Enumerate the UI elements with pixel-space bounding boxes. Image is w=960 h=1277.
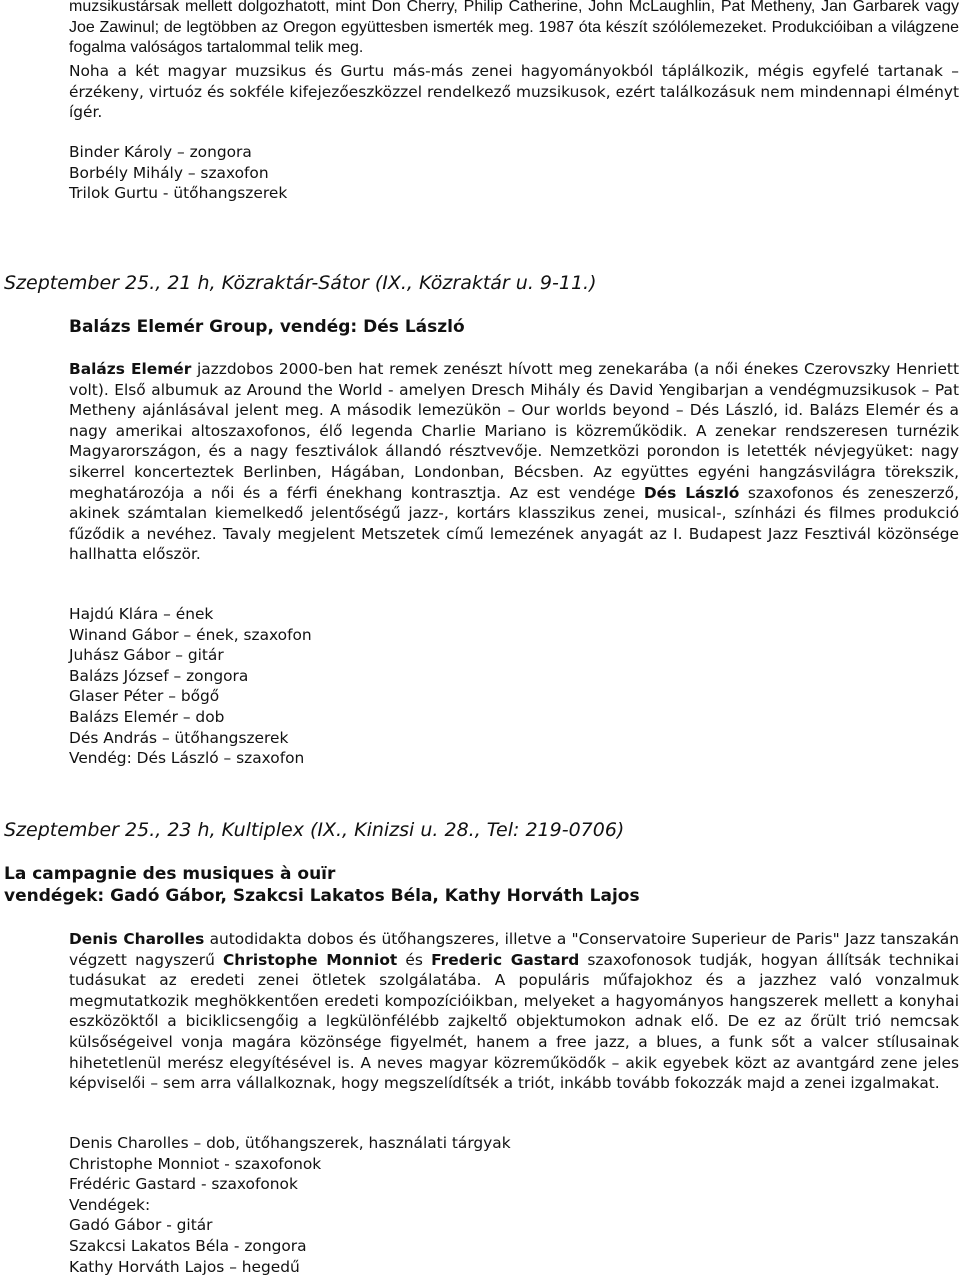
event-description-balazs [69, 359, 959, 565]
desc-text: szaxofonos és zeneszerző, akinek számtalan kiemelkedő jelentőségű jazz-, kortárs klasszikus zenei, musical-, színházi és filmes produkció fűződik a nevéhez. Tavaly megjelent Metszetek című lemezének anyagát az I. Budapest Jazz Fesztivál közönsége hallhatta először. [69, 483, 959, 564]
name-bold: Balázs Elemér [69, 360, 192, 378]
lineup-item: Borbély Mihály – szaxofon [69, 163, 269, 182]
lineup-item: Hajdú Klára – ének [69, 605, 214, 623]
lineup-item: Balázs József – zongora [69, 666, 249, 685]
name-bold: Denis Charolles [69, 930, 205, 948]
lineup-item: Trilok Gurtu - ütőhangszerek [69, 184, 288, 203]
lineup-item: Szakcsi Lakatos Béla - zongora [69, 1236, 307, 1255]
lineup-item: Balázs Elemér – dob [69, 707, 225, 726]
name-bold: Frederic Gastard [431, 950, 580, 969]
lineup-item: Glaser Péter – bőgő [69, 687, 220, 706]
name-bold: Christophe Monniot [223, 950, 398, 969]
lineup-item: Gadó Gábor - gitár [69, 1216, 213, 1235]
lineup-item: Binder Károly – zongora [69, 143, 252, 161]
lineup-balazs [69, 604, 312, 769]
event-title-kultiplex [4, 863, 640, 907]
event-title-line: La campagnie des musiques à ouïr [4, 864, 336, 884]
desc-text: szaxofonosok tudják, hogyan állítsák technikai tudásukat az eredeti zenei ötletek szolgálatába. A populáris műfajokhoz és a jazzhez való vonzalmuk megmutatkozik meghökkentően eredeti kompozícióikban, melyeket a hagyományos hangszerek mellett a konyhai eszközöktől a biciklicsengőig a legkülönfélébb zajkeltő objektumokon adnak elő. De ez az őrült trió nemcsak külsőségeivel vonja magára közönsége figyelmét, hanem a free jazz, a blues, a funk sőt a valcer stílusainak hihetetlenül merész elegyítésével is. A neves magyar közreműködők – akik egyebek közt az avantgárd zene jeles képviselői – sem arra vállalkoznak, hogy megszelídítsék a triót, inkább tovább fokozzák majd a zenei izgalmakat. [69, 950, 960, 1093]
event-title-line: vendégek: Gadó Gábor, Szakcsi Lakatos Béla, Kathy Horváth Lajos [4, 886, 640, 906]
desc-text: jazzdobos 2000-ben hat remek zenészt hívott meg zenekarába (a női énekes Czerovszky Henriett volt). Első albumuk az Around the World - amelyen Dresch Mihály és David Yengibarjan a vendégmuzsikusok – Pat Metheny ajánlásával jelent meg. A második lemezükön – Our worlds beyond – Dés László, id. Balázs Elemér és a nagy amerikai altoszaxofonos, élő legenda Charlie Mariano is közreműködik. A zenekar rendszeresen turnézik Magyarországon, és a nagy fesztiválok állandó résztvevője. Nemzetközi porondon is letették névjegyüket: nagy sikerrel koncerteztek Berlinben, Hágában, Londonban, Bécsben. Az együttes egyéni hangzásvilágra törekszik, meghatározója a női és a férfi énekhang kontrasztja. Az est vendége [69, 360, 959, 502]
lineup-item: Juhász Gábor – gitár [69, 646, 224, 665]
lineup-item: Christophe Monniot - szaxofonok [69, 1154, 322, 1173]
event-heading-balazs: Szeptember 25., 21 h, Közraktár-Sátor (IX., Közraktár u. 9-11.) [4, 272, 597, 294]
lineup-item: Frédéric Gastard - szaxofonok [69, 1175, 298, 1194]
event-title-balazs: Balázs Elemér Group, vendég: Dés László [69, 317, 465, 337]
event-description-kultiplex [69, 929, 959, 1094]
lineup-item: Vendég: Dés László – szaxofon [69, 749, 305, 768]
lineup-item: Winand Gábor – ének, szaxofon [69, 625, 312, 644]
name-bold: Dés László [643, 483, 740, 502]
event-heading-kultiplex: Szeptember 25., 23 h, Kultiplex (IX., Kinizsi u. 28., Tel: 219-0706) [4, 819, 625, 841]
lineup-item: Dés András – ütőhangszerek [69, 728, 289, 747]
noha-paragraph: Noha a két magyar muzsikus és Gurtu más-más zenei hagyományokból táplálkozik, mégis egyfelé tartanak – érzékeny, virtuóz és sokféle kifejezőeszközzel rendelkező muzsikusok, ezért találkozásuk nem mindennapi élményt ígér. [69, 62, 959, 122]
lineup-item: Vendégek: [69, 1195, 151, 1214]
desc-text: autodidakta dobos és ütőhangszeres, illetve a "Conservatoire Superieur de Paris" Jazz tanszakán végzett nagyszerű [69, 930, 959, 969]
intro-paragraph: muzsikustársak mellett dolgozhatott, mint Don Cherry, Philip Catherine, John McLaughlin, Pat Metheny, Jan Garbarek vagy Joe Zawinul; de legtöbben az Oregon együttesben ismerték meg. 1987 óta készít szólólemezeket. Produkcióiban a világzene fogalma valóságos tartalommal telik meg. [69, 0, 959, 56]
lineup-gurtu [69, 142, 287, 204]
lineup-kultiplex [69, 1133, 511, 1277]
desc-text: és [397, 950, 432, 969]
lineup-item: Kathy Horváth Lajos – hegedű [69, 1257, 300, 1276]
lineup-item: Denis Charolles – dob, ütőhangszerek, használati tárgyak [69, 1134, 511, 1152]
